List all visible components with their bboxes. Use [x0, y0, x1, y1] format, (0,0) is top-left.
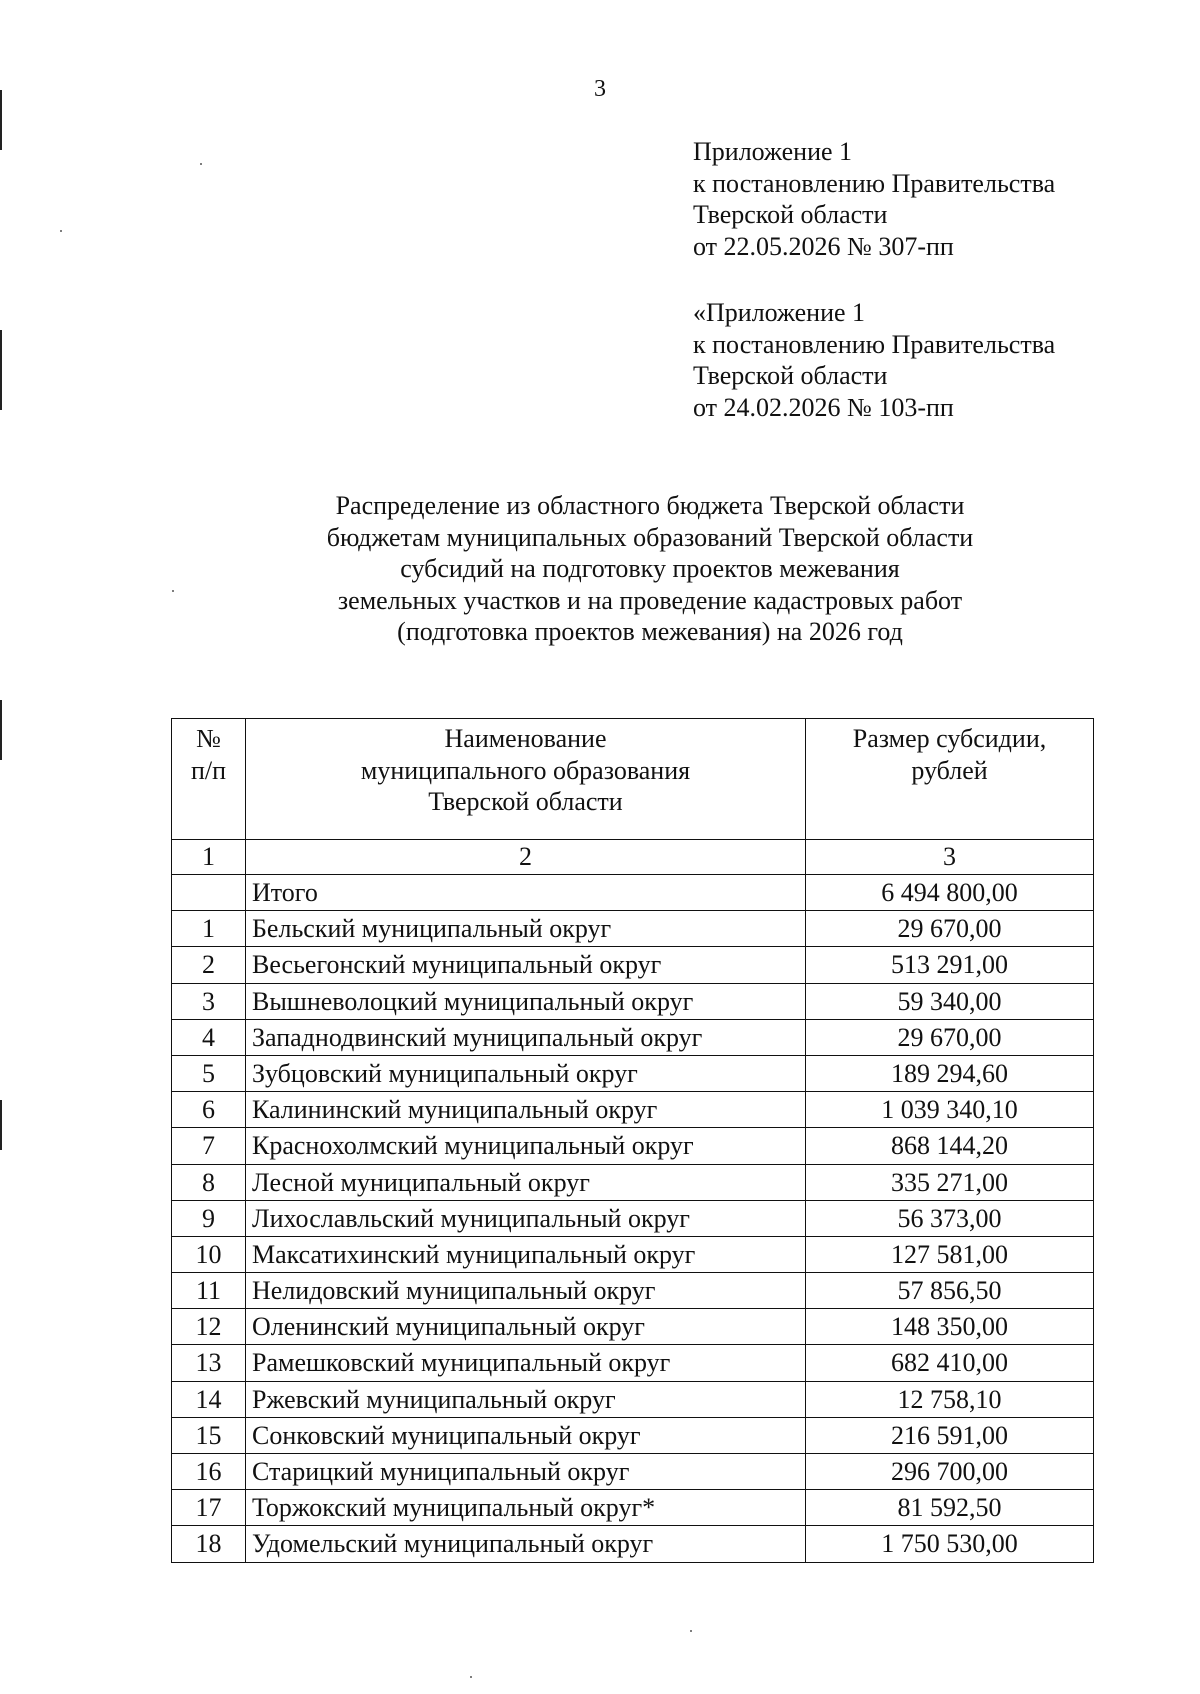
- municipality-name: Западнодвинский муниципальный округ: [246, 1019, 806, 1055]
- subsidy-amount: 29 670,00: [806, 1019, 1094, 1055]
- subsidy-amount: 296 700,00: [806, 1454, 1094, 1490]
- row-number: 5: [172, 1055, 246, 1091]
- table-row: [172, 1417, 1094, 1453]
- table-row: [172, 1381, 1094, 1417]
- scan-speck: [60, 230, 62, 232]
- total-row: [172, 875, 1094, 911]
- appendix-line: от 24.02.2026 № 103-пп: [693, 392, 954, 422]
- header-name: [246, 719, 806, 840]
- subsidy-amount: 12 758,10: [806, 1381, 1094, 1417]
- municipality-name: Старицкий муниципальный округ: [246, 1454, 806, 1490]
- municipality-name: Оленинский муниципальный округ: [246, 1309, 806, 1345]
- municipality-name: Удомельский муниципальный округ: [246, 1526, 806, 1562]
- row-number: 6: [172, 1092, 246, 1128]
- scan-speck: [200, 163, 202, 165]
- scan-margin-mark: [0, 1100, 2, 1150]
- municipality-name: Бельский муниципальный округ: [246, 911, 806, 947]
- column-index: 1: [172, 840, 246, 875]
- header-num-line: п/п: [190, 755, 227, 785]
- subsidy-amount: 513 291,00: [806, 947, 1094, 983]
- scan-margin-mark: [0, 700, 2, 760]
- subsidy-amount: 56 373,00: [806, 1200, 1094, 1236]
- row-number: 8: [172, 1164, 246, 1200]
- table-row: [172, 1490, 1094, 1526]
- appendix-line: Тверской области: [693, 361, 888, 390]
- title-line: земельных участков и на проведение кадастровых работ: [337, 585, 963, 615]
- municipality-name: Торжокский муниципальный округ*: [246, 1490, 806, 1526]
- page-number: 3: [594, 76, 606, 102]
- subsidy-amount: 57 856,50: [806, 1273, 1094, 1309]
- table-row: [172, 911, 1094, 947]
- municipality-name: Итого: [246, 875, 806, 911]
- header-name-line: муниципального образования: [360, 755, 691, 785]
- municipality-name: Весьегонский муниципальный округ: [246, 947, 806, 983]
- table-row: [172, 1454, 1094, 1490]
- table-row: [172, 1019, 1094, 1055]
- subsidy-amount: 81 592,50: [806, 1490, 1094, 1526]
- appendix-line: «Приложение 1: [693, 298, 866, 327]
- header-num: [172, 719, 246, 840]
- appendix-line: от 22.05.2026 № 307-пп: [693, 231, 954, 261]
- municipality-name: Краснохолмский муниципальный округ: [246, 1128, 806, 1164]
- subsidy-amount: 1 750 530,00: [806, 1526, 1094, 1562]
- row-number: [172, 875, 246, 911]
- title-line: Распределение из областного бюджета Тверской области: [335, 491, 965, 520]
- table-row: [172, 1345, 1094, 1381]
- appendix-previous-block: [693, 297, 1055, 423]
- row-number: 9: [172, 1200, 246, 1236]
- table-row: [172, 1309, 1094, 1345]
- appendix-line: Приложение 1: [693, 137, 853, 166]
- table-body: [172, 875, 1094, 1563]
- scan-speck: [470, 1676, 472, 1678]
- table-row: [172, 1128, 1094, 1164]
- subsidy-amount: 335 271,00: [806, 1164, 1094, 1200]
- table-row: [172, 947, 1094, 983]
- scan-speck: [690, 1630, 692, 1632]
- column-index: 2: [246, 840, 806, 875]
- row-number: 11: [172, 1273, 246, 1309]
- table-row: [172, 1164, 1094, 1200]
- header-amount-line: Размер субсидии,: [852, 724, 1047, 753]
- subsidy-amount: 6 494 800,00: [806, 875, 1094, 911]
- row-number: 2: [172, 947, 246, 983]
- header-name-line: Наименование: [444, 724, 607, 753]
- row-number: 10: [172, 1236, 246, 1272]
- document-title: [200, 490, 1100, 648]
- subsidy-table: [171, 718, 1094, 1563]
- municipality-name: Лесной муниципальный округ: [246, 1164, 806, 1200]
- subsidy-amount: 29 670,00: [806, 911, 1094, 947]
- subsidy-amount: 148 350,00: [806, 1309, 1094, 1345]
- row-number: 1: [172, 911, 246, 947]
- header-amount-line: рублей: [911, 755, 988, 785]
- scan-margin-mark: [0, 330, 2, 410]
- appendix-current-block: [693, 136, 1055, 262]
- subsidy-amount: 216 591,00: [806, 1417, 1094, 1453]
- table-header-row: [172, 719, 1094, 840]
- municipality-name: Зубцовский муниципальный округ: [246, 1055, 806, 1091]
- table-row: [172, 1200, 1094, 1236]
- municipality-name: Максатихинский муниципальный округ: [246, 1236, 806, 1272]
- header-amount: [806, 719, 1094, 840]
- appendix-line: к постановлению Правительства: [693, 168, 1056, 198]
- municipality-name: Вышневолоцкий муниципальный округ: [246, 983, 806, 1019]
- row-number: 15: [172, 1417, 246, 1453]
- column-index-row: [172, 840, 1094, 875]
- table-row: [172, 1526, 1094, 1562]
- row-number: 7: [172, 1128, 246, 1164]
- row-number: 16: [172, 1454, 246, 1490]
- subsidy-amount: 1 039 340,10: [806, 1092, 1094, 1128]
- row-number: 17: [172, 1490, 246, 1526]
- municipality-name: Ржевский муниципальный округ: [246, 1381, 806, 1417]
- table-row: [172, 1055, 1094, 1091]
- municipality-name: Рамешковский муниципальный округ: [246, 1345, 806, 1381]
- subsidy-amount: 868 144,20: [806, 1128, 1094, 1164]
- municipality-name: Сонковский муниципальный округ: [246, 1417, 806, 1453]
- subsidy-amount: 682 410,00: [806, 1345, 1094, 1381]
- header-num-line: №: [196, 724, 221, 753]
- municipality-name: Лихославльский муниципальный округ: [246, 1200, 806, 1236]
- table-row: [172, 983, 1094, 1019]
- scan-speck: [172, 590, 174, 592]
- row-number: 4: [172, 1019, 246, 1055]
- row-number: 13: [172, 1345, 246, 1381]
- subsidy-amount: 59 340,00: [806, 983, 1094, 1019]
- table-row: [172, 1236, 1094, 1272]
- appendix-line: к постановлению Правительства: [693, 329, 1056, 359]
- header-name-line: Тверской области: [428, 787, 623, 816]
- table-row: [172, 1273, 1094, 1309]
- row-number: 18: [172, 1526, 246, 1562]
- table-row: [172, 1092, 1094, 1128]
- column-index: 3: [806, 840, 1094, 875]
- appendix-line: Тверской области: [693, 200, 888, 229]
- title-line: бюджетам муниципальных образований Тверской области: [326, 522, 974, 552]
- municipality-name: Нелидовский муниципальный округ: [246, 1273, 806, 1309]
- subsidy-amount: 127 581,00: [806, 1236, 1094, 1272]
- title-line: субсидий на подготовку проектов межевания: [400, 554, 900, 583]
- row-number: 3: [172, 983, 246, 1019]
- municipality-name: Калининский муниципальный округ: [246, 1092, 806, 1128]
- subsidy-amount: 189 294,60: [806, 1055, 1094, 1091]
- row-number: 12: [172, 1309, 246, 1345]
- row-number: 14: [172, 1381, 246, 1417]
- title-line: (подготовка проектов межевания) на 2026 год: [397, 617, 903, 646]
